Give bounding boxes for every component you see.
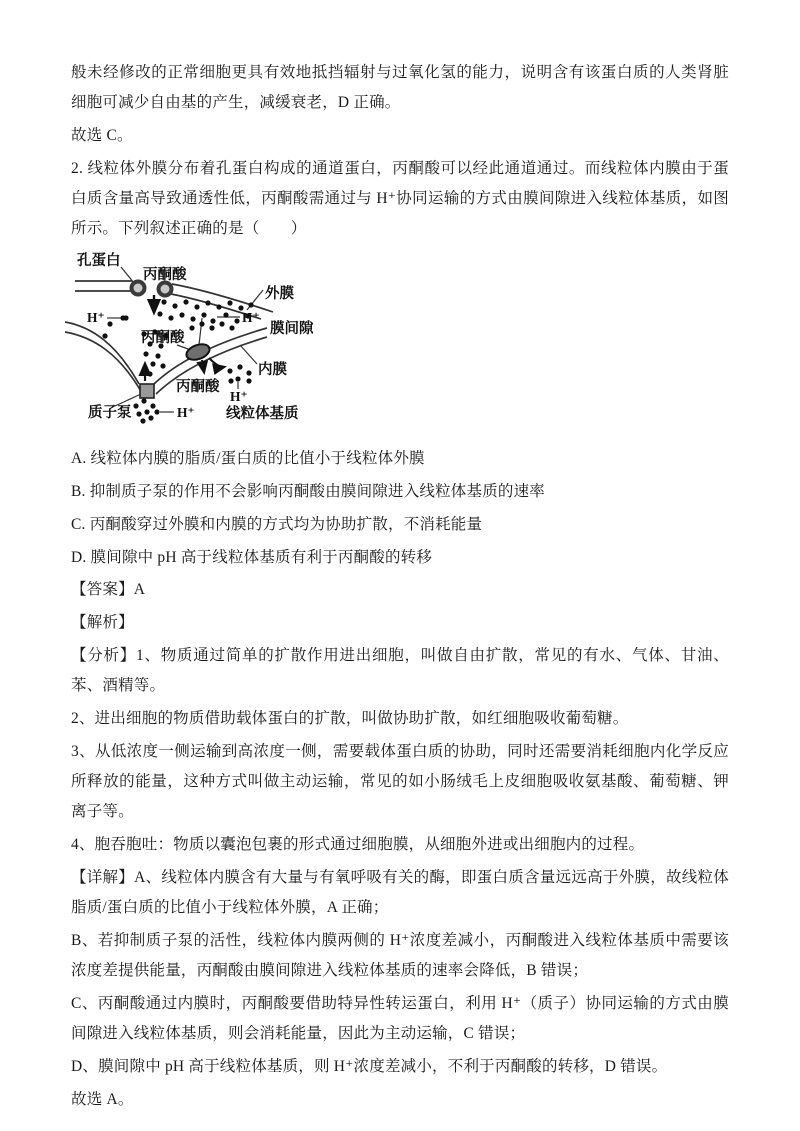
detail-paragraph-c: C、丙酮酸通过内膜时，丙酮酸要借助特异性转运蛋白，利用 H⁺（质子）协同运输的方式由膜间隙进入线粒体基质，则会消耗能量，因此为主动运输，C 错误； [71,995,729,1042]
analysis-header: 【解析】 [71,614,134,631]
pore-protein-icon [132,282,145,295]
inner-membrane-curve [65,332,142,393]
inner-membrane-pointer [240,345,257,364]
conclusion-line: 故选 A。 [71,1091,134,1108]
matrix-label: 线粒体基质 [226,406,299,422]
intermembrane-space-label: 膜间隙 [270,321,314,337]
h-plus-dot [235,376,240,381]
option-b: B. 抑制质子泵的作用不会影响丙酮酸由膜间隙进入线粒体基质的速率 [71,483,545,500]
analysis-paragraph-1: 【分析】1、物质通过简单的扩散作用进出细胞，叫做自由扩散，常见的有水、气体、甘油、苯、酒精等。 [71,647,729,694]
pore-protein-icon [159,283,172,296]
pyruvate-bottom-label: 丙酮酸 [176,379,220,395]
h-plus-dot [154,409,159,414]
question-stem: 2. 线粒体外膜分布着孔蛋白构成的通道蛋白，丙酮酸可以经此通道通过。而线粒体内膜由于蛋白质含量高导致通透性低，丙酮酸需通过与 H⁺协同运输的方式由膜间隙进入线粒体基质，如图所示。下列叙述正确的是（ ） [71,160,729,237]
detail-paragraph-d: D、膜间隙中 pH 高于线粒体基质，则 H⁺浓度差减小，不利于丙酮酸的转移，D 错误。 [71,1058,668,1075]
intro-conclusion: 故选 C。 [71,127,133,144]
analysis-paragraph-4: 4、胞吞胞吐：物质以囊泡包裹的形式通过细胞膜，从细胞外进或出细胞内的过程。 [71,836,645,853]
h-plus-exit-arrow [209,358,224,367]
intro-paragraph: 般未经修改的正常细胞更具有效地抵挡辐射与过氧化氢的能力，说明含有该蛋白质的人类肾脏细胞可减少自由基的产生，减缓衰老，D 正确。 [71,64,729,111]
mitochondria-transport-diagram [65,248,729,435]
h-plus-left-label: H⁺ [87,310,105,325]
proton-pump-icon [140,384,154,398]
proton-pump-label: 质子泵 [88,405,132,421]
pore-protein-label: 孔蛋白 [77,253,121,269]
answer-line: 【答案】A [71,581,146,598]
pyruvate-top-label: 丙酮酸 [143,267,187,283]
analysis-paragraph-3: 3、从低浓度一侧运输到高浓度一侧，需要载体蛋白质的协助，同时还需要消耗细胞内化学反应所释放的能量，这种方式叫做主动运输，常见的如小肠绒毛上皮细胞吸收氨基酸、葡萄糖、钾离子等。 [71,743,729,820]
h-plus-right-label: H⁺ [242,310,260,325]
pyruvate-mid-label: 丙酮酸 [141,330,185,346]
diagram-svg [65,248,369,430]
detail-paragraph-b: B、若抑制质子泵的活性，线粒体内膜两侧的 H⁺浓度差减小，丙酮酸进入线粒体基质中需要该浓度差提供能量，丙酮酸由膜间隙进入线粒体基质的速率会降低，B 错误； [71,932,729,979]
inner-membrane-curve [65,322,139,384]
option-c: C. 丙酮酸穿过外膜和内膜的方式均为协助扩散，不消耗能量 [71,516,483,533]
inner-membrane-label: 内膜 [258,362,287,378]
option-a: A. 线粒体内膜的脂质/蛋白质的比值小于线粒体外膜 [71,450,425,467]
analysis-paragraph-2: 2、进出细胞的物质借助载体蛋白的扩散，叫做协助扩散，如红细胞吸收葡萄糖。 [71,710,629,727]
h-plus-matrix-label: H⁺ [230,389,248,404]
option-d: D. 膜间隙中 pH 高于线粒体基质有利于丙酮酸的转移 [71,549,433,566]
outer-membrane-label: 外膜 [265,286,294,302]
detail-paragraph-a: 【详解】A、线粒体内膜含有大量与有氧呼吸有关的酶，即蛋白质含量远远高于外膜，故线粒体脂质/蛋白质的比值小于线粒体外膜，A 正确； [71,869,729,916]
h-plus-bottom-label: H⁺ [177,405,195,420]
